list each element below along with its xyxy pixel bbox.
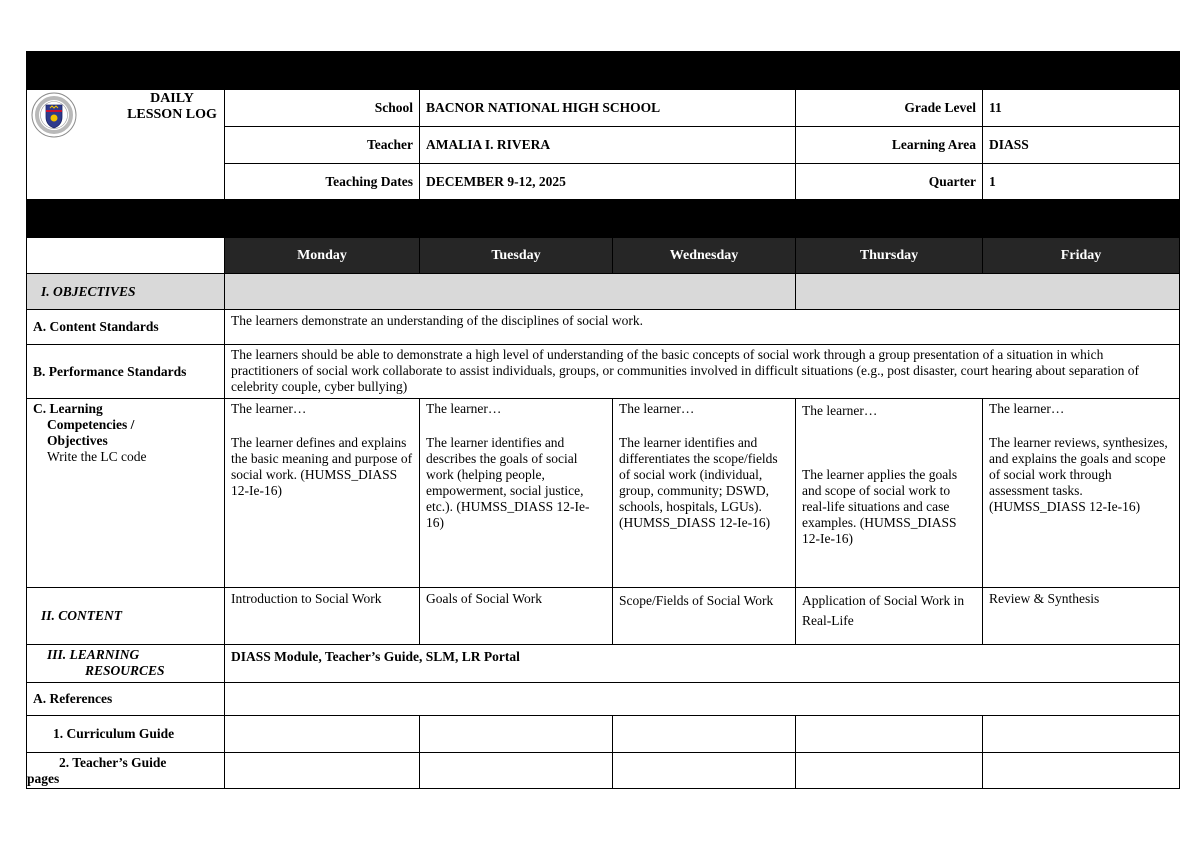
daily-lesson-log-table bbox=[26, 51, 1180, 789]
competencies-label-line1: C. Learning bbox=[33, 401, 103, 416]
quarter-label: Quarter bbox=[796, 164, 983, 200]
curriculum-guide-friday bbox=[983, 716, 1180, 753]
teaching-dates-label: Teaching Dates bbox=[225, 164, 420, 200]
teachers-guide-label-line1: 2. Teacher’s Guide bbox=[59, 755, 167, 770]
competency-text: The learner defines and explains the basic meaning and purpose of social work. (HUMSS_DIASS 12-Ie-16) bbox=[231, 435, 413, 498]
competency-friday bbox=[983, 399, 1180, 588]
teachers-guide-label-line2: pages bbox=[27, 771, 60, 786]
references-value bbox=[225, 683, 1180, 716]
competency-intro: The learner… bbox=[426, 401, 502, 416]
teachers-guide-friday bbox=[983, 753, 1180, 789]
top-black-bar bbox=[27, 52, 1180, 90]
performance-standards-text: The learners should be able to demonstrate a high level of understanding of the basic concepts of social work through a group presentation of a situation in which practitioners of social work collaborate to assist individuals, groups, or communities involved in difficult situations (e.g., post disaster, court hearing about separation of celebrity couple, cyber bullying) bbox=[225, 345, 1180, 399]
competency-thursday bbox=[796, 399, 983, 588]
competency-text: The learner reviews, synthesizes, and explains the goals and scope of social work through assessment tasks. (HUMSS_DIASS 12-Ie-16) bbox=[989, 435, 1168, 514]
learning-resources-heading bbox=[27, 645, 225, 683]
competency-text: The learner applies the goals and scope of social work to real-life situations and case examples. (HUMSS_DIASS 12-Ie-16) bbox=[802, 467, 958, 546]
days-header-blank bbox=[27, 238, 225, 274]
teachers-guide-tuesday bbox=[420, 753, 613, 789]
curriculum-guide-label: 1. Curriculum Guide bbox=[27, 716, 225, 753]
day-tuesday: Tuesday bbox=[420, 238, 613, 274]
objectives-gray-band-right bbox=[796, 274, 1180, 310]
learning-resources-heading-line1: III. LEARNING bbox=[47, 647, 140, 662]
school-value: BACNOR NATIONAL HIGH SCHOOL bbox=[420, 90, 796, 127]
objectives-gray-band-left bbox=[225, 274, 796, 310]
competency-intro: The learner… bbox=[802, 403, 878, 418]
competency-intro: The learner… bbox=[231, 401, 307, 416]
quarter-value: 1 bbox=[983, 164, 1180, 200]
teachers-guide-monday bbox=[225, 753, 420, 789]
curriculum-guide-thursday bbox=[796, 716, 983, 753]
content-tuesday: Goals of Social Work bbox=[420, 588, 613, 645]
learning-area-label: Learning Area bbox=[796, 127, 983, 164]
competency-intro: The learner… bbox=[989, 401, 1065, 416]
competencies-label-line3: Objectives bbox=[47, 433, 108, 448]
content-standards-label: A. Content Standards bbox=[27, 310, 225, 345]
deped-seal-icon bbox=[31, 92, 77, 138]
teaching-dates-value: DECEMBER 9-12, 2025 bbox=[420, 164, 796, 200]
content-thursday: Application of Social Work in Real-Life bbox=[796, 588, 983, 645]
competencies-label bbox=[27, 399, 225, 588]
competencies-label-line4: Write the LC code bbox=[47, 449, 147, 464]
competency-wednesday bbox=[613, 399, 796, 588]
middle-black-bar bbox=[27, 200, 1180, 238]
day-thursday: Thursday bbox=[796, 238, 983, 274]
competency-monday bbox=[225, 399, 420, 588]
teachers-guide-label bbox=[27, 753, 225, 789]
learning-resources-text: DIASS Module, Teacher’s Guide, SLM, LR Portal bbox=[225, 645, 1180, 683]
school-label: School bbox=[225, 90, 420, 127]
content-standards-text: The learners demonstrate an understanding of the disciplines of social work. bbox=[225, 310, 1180, 345]
days-header-row bbox=[27, 238, 1180, 274]
curriculum-guide-wednesday bbox=[613, 716, 796, 753]
competency-text: The learner identifies and describes the goals of social work (helping people, empowerment, social justice, etc.). (HUMSS_DIASS 12-Ie-16) bbox=[426, 435, 590, 530]
learning-area-value: DIASS bbox=[983, 127, 1180, 164]
competency-text: The learner identifies and differentiates the scope/fields of social work (individual, group, community; DSWD, schools, hospitals, LGUs). (HUMSS_DIASS 12-Ie-16) bbox=[619, 435, 778, 530]
learning-resources-heading-line2: RESOURCES bbox=[85, 663, 165, 678]
curriculum-guide-tuesday bbox=[420, 716, 613, 753]
content-wednesday: Scope/Fields of Social Work bbox=[613, 588, 796, 645]
logo-title-cell bbox=[27, 90, 225, 200]
competencies-label-line2: Competencies / bbox=[47, 417, 135, 432]
content-monday: Introduction to Social Work bbox=[225, 588, 420, 645]
day-wednesday: Wednesday bbox=[613, 238, 796, 274]
grade-level-value: 11 bbox=[983, 90, 1180, 127]
competency-intro: The learner… bbox=[619, 401, 695, 416]
objectives-heading: I. OBJECTIVES bbox=[27, 274, 225, 310]
teachers-guide-wednesday bbox=[613, 753, 796, 789]
performance-standards-label: B. Performance Standards bbox=[27, 345, 225, 399]
grade-level-label: Grade Level bbox=[796, 90, 983, 127]
content-heading: II. CONTENT bbox=[27, 588, 225, 645]
dll-title-line2: LESSON LOG bbox=[127, 107, 217, 122]
content-friday: Review & Synthesis bbox=[983, 588, 1180, 645]
curriculum-guide-monday bbox=[225, 716, 420, 753]
references-label: A. References bbox=[27, 683, 225, 716]
day-monday: Monday bbox=[225, 238, 420, 274]
teacher-value: AMALIA I. RIVERA bbox=[420, 127, 796, 164]
teachers-guide-thursday bbox=[796, 753, 983, 789]
dll-title-line1: DAILY bbox=[150, 91, 194, 106]
competency-tuesday bbox=[420, 399, 613, 588]
dll-title bbox=[127, 91, 217, 123]
day-friday: Friday bbox=[983, 238, 1180, 274]
teacher-label: Teacher bbox=[225, 127, 420, 164]
